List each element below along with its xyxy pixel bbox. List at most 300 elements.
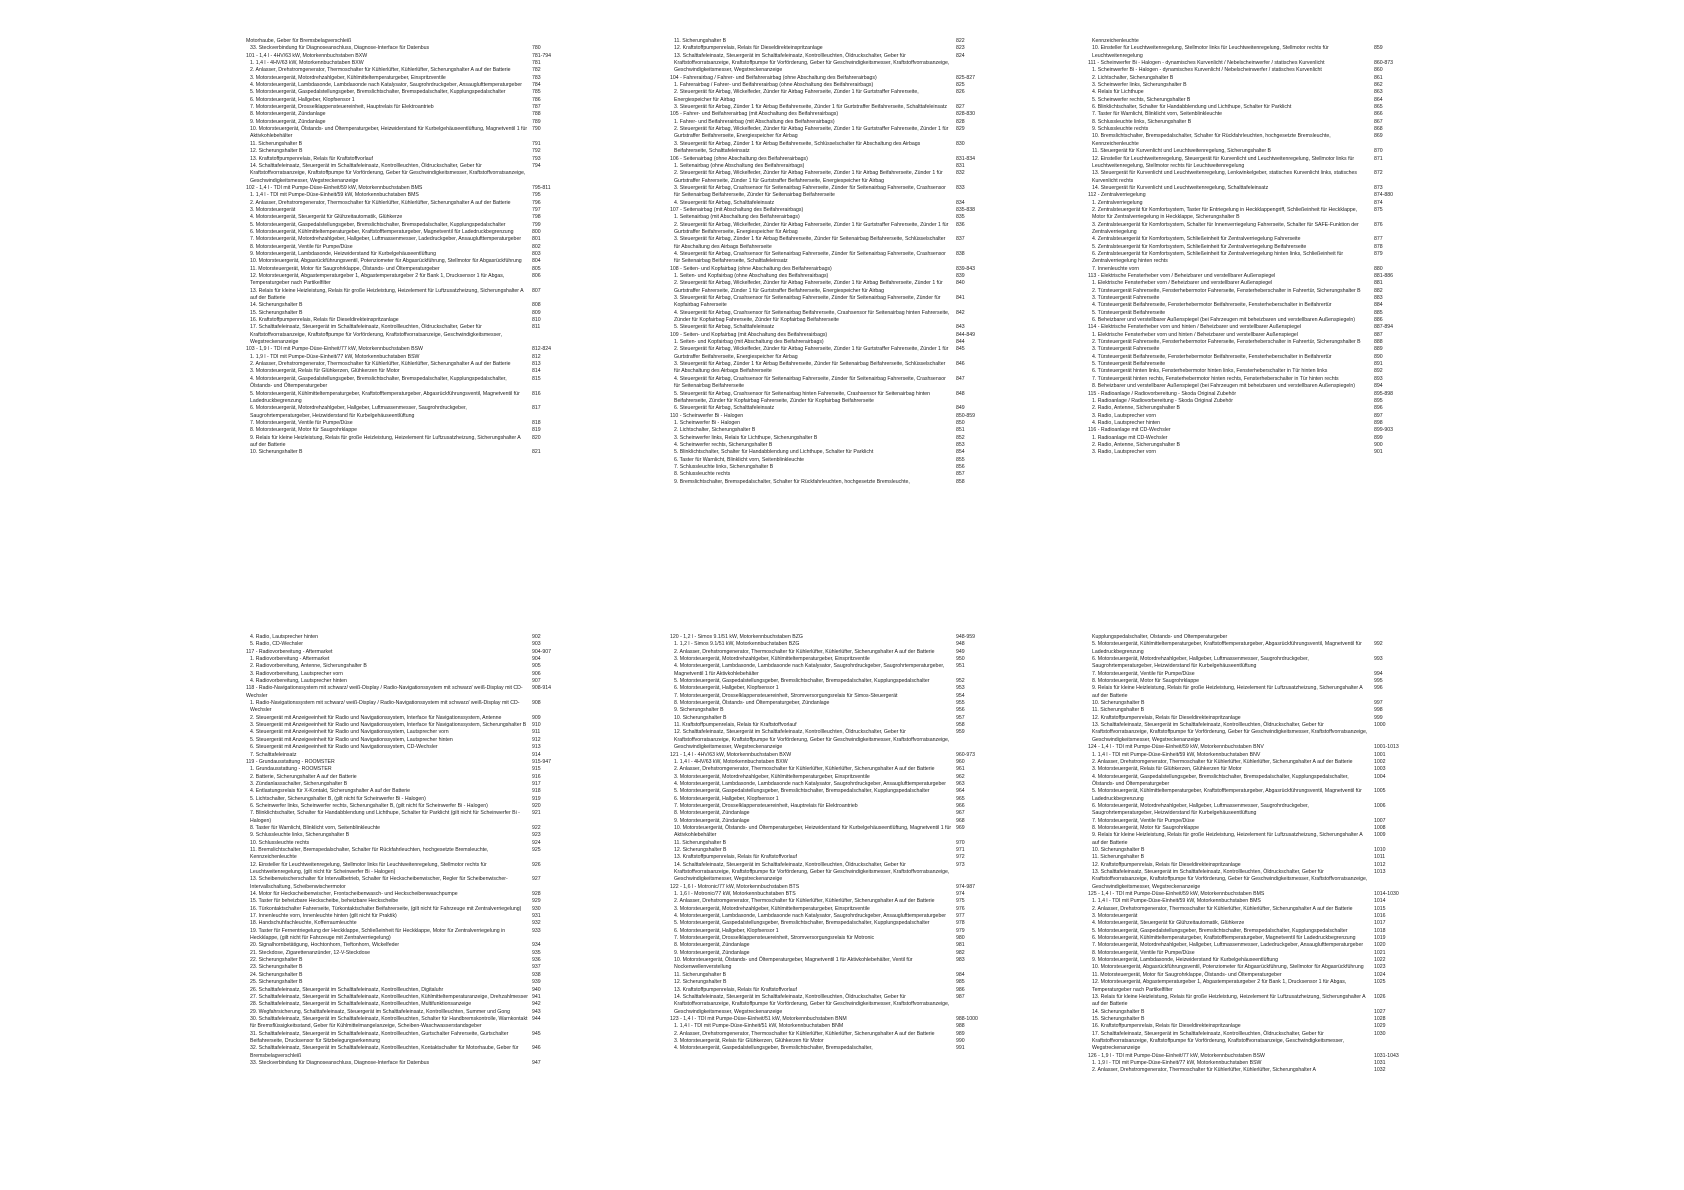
toc-entry	[670, 405, 1006, 412]
toc-entry	[246, 979, 582, 986]
toc-entry-title: 10. Motorsteuergerät, Ölstands- und Öltemperaturgeber, Heizwiderstand für Kurbelgehäuseentlüftung, Magnetventil 1 für Aktivkohlebehälter	[674, 824, 952, 839]
toc-entry	[1088, 950, 1424, 957]
toc-entry	[670, 163, 1006, 170]
toc-page-number: 999	[1374, 714, 1383, 721]
toc-page-number: 1005	[1374, 788, 1386, 795]
toc-entry	[1088, 170, 1424, 185]
toc-entry-title: 17. Schalttafeleinsatz, Steuergerät im Schalttafeleinsatz, Kontrollleuchten, Öldruckschalter, Geber für Kraftstoffvorratsanzeige, Kraftstoffpumpe für Vorförderung, Kraftstoffvorratsanzeige, Geschwindigkeitsmesser, Wegstreckenanzeige	[250, 324, 503, 346]
toc-entry	[1088, 332, 1424, 339]
toc-entry	[1088, 700, 1424, 707]
toc-entry	[246, 67, 582, 74]
toc-entry	[1088, 818, 1424, 825]
toc-entry-title: 10. Sicherungshalter B	[250, 449, 303, 456]
toc-page-number: 895-898	[1374, 390, 1394, 397]
toc-entry-title: 2. Steuergerät für Airbag, Wickelfeder, Zünder für Airbag Fahrerseite, Zünder 1 für Gurtstraffer Fahrerseite, Zünder 1 für Gurtstraffer Beifahrerseite, Energiespeicher für Airbag	[674, 346, 949, 360]
toc-entry-title: 4. Motorsteuergerät, Steuergerät für Glühzeitautomatik, Glühkerze	[1092, 920, 1245, 927]
toc-page-number: 876	[1374, 221, 1383, 228]
toc-page-number: 942	[532, 1001, 541, 1008]
toc-page-number: 919	[532, 795, 541, 802]
toc-page-number: 931	[532, 913, 541, 920]
toc-entry	[246, 156, 582, 163]
toc-page-number: 863	[1374, 89, 1383, 96]
toc-page-number: 962	[956, 773, 965, 780]
toc-entry-title: 3. Motorsteuergerät, Relais für Glühkerzen, Glühkerzen für Motor	[674, 1037, 824, 1044]
toc-entry-title: 10. Motorsteuergerät, Ölstands- und Öltemperaturgeber, Heizwiderstand für Kurbelgehäuseentlüftung, Magnetventil 1 für Aktivkohlebehälter	[250, 126, 528, 140]
toc-entry-title: 3. Radio, Lautsprecher vorn	[1092, 449, 1157, 456]
toc-entry-title: 2. Radio, Antenne, Sicherungshalter B	[1092, 441, 1180, 448]
toc-entry	[1088, 685, 1424, 700]
toc-entry	[246, 876, 582, 891]
toc-entry-title: 4. Motorsteuergerät, Lambdasonde, Lambdasonde nach Katalysator, Saugrohrdruckgeber, Ansauglufttemperaturgeber	[674, 780, 946, 787]
toc-entry	[246, 920, 582, 927]
toc-page-number: 984	[956, 971, 965, 978]
toc-entry-title: 116 - Radioanlage mit CD-Wechsler	[1088, 427, 1171, 434]
toc-entry-title: 3. Steuergerät für Airbag, Zünder 1 für Airbag Beifahrerseite, Zünder für Seitenairbag Beifahrerseite, Schlüsselschalter für Abschaltung des Airbags Beifahrerseite	[674, 236, 946, 250]
toc-entry	[246, 942, 582, 949]
toc-page-number: 848	[956, 390, 965, 397]
toc-page-number: 937	[532, 964, 541, 971]
toc-entry-title: 7. Motorsteuergerät, Drosselklappensteuereinheit, Stromversorgungsrelais für Simos-Steuergerät	[674, 692, 898, 699]
toc-entry-title: 1. 1,2 l - Simos 9.1/51 kW, Motorkennbuchstaben BZG	[674, 641, 800, 648]
toc-entry-title: 4. Entlastungsrelais für X-Kontakt, Sicherungshalter A auf der Batterie	[250, 788, 411, 795]
toc-entry-title: 28. Schalttafeleinsatz, Steuergerät im Schalttafeleinsatz, Kontrollleuchten, Multifunktionsanzeige	[250, 1001, 472, 1008]
toc-page-number: 1007	[1374, 817, 1386, 824]
toc-page-number: 824	[956, 52, 965, 59]
toc-entry	[670, 435, 1006, 442]
toc-entry	[1088, 354, 1424, 361]
toc-section-heading	[1088, 427, 1424, 434]
toc-entry-title: 6. Scheinwerfer links, Scheinwerfer rechts, Sicherungshalter B, (gilt nicht für Scheinwerfer Bi - Halogen)	[250, 802, 488, 809]
toc-entry	[670, 700, 1006, 707]
toc-page-number: 934	[532, 942, 541, 949]
toc-entry	[246, 236, 582, 243]
toc-entry	[1088, 656, 1424, 671]
toc-entry-title: 11. Sicherungshalter B	[674, 38, 727, 44]
toc-entry-title: 11. Steuergerät für Kurvenlicht und Leuchtweitenregelung, Sicherungshalter B	[1092, 148, 1271, 155]
toc-entry	[246, 302, 582, 309]
toc-page-number: 788	[532, 111, 541, 118]
toc-page-number: 904	[532, 656, 541, 663]
toc-page-number: 928	[532, 891, 541, 898]
toc-page-number: 992	[1374, 641, 1383, 648]
toc-page-number: 978	[956, 920, 965, 927]
toc-page-number: 1032	[1374, 1067, 1386, 1074]
toc-entry-title: 101 - 1,4 l - 4HV/63 kW, Motorkennbuchstaben BXW	[246, 52, 368, 59]
toc-entry	[670, 898, 1006, 905]
toc-entry	[1088, 288, 1424, 295]
toc-block-bottom-right	[1088, 634, 1424, 1075]
toc-entry-title: 2. Radio, Antenne, Sicherungshalter B	[1092, 405, 1180, 412]
toc-page-number: 958	[956, 722, 965, 729]
toc-section-heading	[670, 413, 1006, 420]
toc-entry	[246, 641, 582, 648]
toc-entry	[1088, 200, 1424, 207]
toc-entry	[1088, 156, 1424, 171]
toc-entry-title: 5. Motorsteuergerät, Kühlmitteltemperaturgeber, Kraftstofftemperaturgeber, Abgasrückführungsventil, Magnetventil für Ladedruckbegrenzung	[1092, 788, 1362, 802]
toc-entry	[1088, 752, 1424, 759]
toc-entry-title: 13. Kraftstoffpumpenrelais, Relais für Kraftstoffvorlauf	[674, 986, 797, 993]
toc-entry	[670, 222, 1006, 237]
toc-entry-title: 4. Radiovorbereitung, Lautsprecher hinten	[250, 678, 347, 685]
toc-entry-title: 23. Sicherungshalter B	[250, 964, 303, 971]
toc-entry-title: 5. Steuergerät für Airbag, Crashsensor für Seitenairbag hinten Fahrerseite, Crashsensor für Seitenairbag hinten Beifahrerseite, Zünder für Kopfairbag Fahrerseite, Zünder für Kopfairbag Beifahrerseite	[674, 390, 931, 404]
toc-entry-title: 11. Bremslichtschalter, Bremspedalschalter, Schalter für Rückfahrleuchten, hochgesetzte Bremsleuchte, Kennzeichenleuchte	[250, 846, 489, 861]
toc-entry-title: 5. Türsteuergerät Beifahrerseite	[1092, 361, 1166, 368]
toc-entry	[670, 788, 1006, 795]
toc-page-number: 835	[956, 214, 965, 221]
toc-page-number: 879	[1374, 250, 1383, 257]
toc-entry	[670, 339, 1006, 346]
toc-page-number: 806	[532, 273, 541, 279]
toc-page-number: 971	[956, 846, 965, 853]
toc-page-number: 784	[532, 82, 541, 89]
toc-entry	[246, 82, 582, 89]
toc-page-number: 1031	[1374, 1059, 1386, 1066]
toc-entry	[670, 972, 1006, 979]
toc-entry-title: 110 - Scheinwerfer Bi - Halogen	[670, 412, 744, 419]
toc-entry	[670, 89, 1006, 104]
toc-entry-title: 7. Taster für Warnlicht, Blinklicht vorn, Seitenblinkleuchte	[1092, 111, 1223, 118]
toc-section-heading	[670, 332, 1006, 339]
toc-entry-title: 1. 1,4 l - TDI mit Pumpe-Düse-Einheit/59 kW, Motorkennbuchstaben BNV	[1092, 751, 1261, 758]
toc-page-number: 873	[1374, 184, 1383, 191]
toc-entry-title: 13. Schalttafeleinsatz, Steuergerät im Schalttafeleinsatz, Kontrollleuchten, Öldruckschalter, Geber für Kraftstoffvorratsanzeige, Kraftstoffpumpe für Vorförderung, Geber für Geschwindigkeitsmesser, Kraftstoffvorratsanzeige, Geschwindigkeitsmesser, Wegstreckenanzeige	[674, 52, 950, 74]
toc-page-number: 878	[1374, 243, 1383, 250]
toc-entry-title: Kupplungspedalschalter, Ölstands- und Öltemperaturgeber	[1092, 634, 1228, 640]
toc-entry-title: 9. Relais für kleine Heizleistung, Relais für große Heizleistung, Heizelement für Luftzusatzheizung, Sicherungshalter A auf der Batterie	[1092, 685, 1363, 699]
toc-entry	[670, 170, 1006, 185]
toc-entry	[670, 464, 1006, 471]
toc-page-number: 891	[1374, 361, 1383, 368]
toc-entry	[246, 810, 582, 825]
toc-entry-title: 2. Anlasser, Drehstromgenerator, Thermoschalter für Kühlerlüfter, Kühlerlüfter, Sicherungshalter A auf der Batterie	[674, 898, 935, 905]
toc-entry-title: 3. Steuergerät für Airbag, Zünder 1 für Airbag Beifahrerseite, Zünder 1 für Gurtstraffer Beifahrerseite, Schalttafeleinsatz	[674, 104, 947, 111]
toc-entry	[246, 435, 582, 450]
toc-page-number: 851	[956, 427, 965, 434]
toc-page-number: 899	[1374, 434, 1383, 441]
toc-entry-title: 7. Motorsteuergerät, Ventile für Pumpe/Düse	[1092, 817, 1195, 824]
toc-entry	[246, 229, 582, 236]
toc-entry	[246, 354, 582, 361]
toc-page-number: 1021	[1374, 949, 1386, 956]
toc-entry	[246, 788, 582, 795]
toc-entry	[670, 126, 1006, 141]
toc-entry-title: 3. Radiovorbereitung, Lautsprecher vorn	[250, 670, 343, 677]
toc-entry-title: 3. Motorsteuergerät, Motordrehzahlgeber, Kühlmitteltemperaturgeber, Einspritzventile	[674, 656, 870, 663]
toc-page-number: 840	[956, 280, 965, 287]
toc-page-number: 889	[1374, 346, 1383, 353]
toc-entry	[670, 935, 1006, 942]
toc-entry	[246, 663, 582, 670]
toc-entry	[246, 964, 582, 971]
toc-page-number: 913	[532, 744, 541, 751]
toc-entry	[246, 405, 582, 420]
toc-section-heading	[1088, 192, 1424, 199]
toc-page-number: 909	[532, 714, 541, 721]
toc-entry-title: 1. Zentralverriegelung	[1092, 199, 1143, 206]
toc-entry-title: 7. Schalttafeleinsatz	[250, 751, 297, 758]
toc-entry	[1088, 906, 1424, 913]
toc-entry-title: 5. Lichtschalter, Sicherungshalter B, (gilt nicht für Scheinwerfer Bi - Halogen)	[250, 795, 426, 802]
toc-entry-title: 2. Radiovorbereitung, Antenne, Sicherungshalter B	[250, 663, 367, 670]
toc-entry-title: 7. Türsteuergerät hinten rechts, Fensterhebermotor hinten rechts, Fensterheberschalter in Tür hinten rechts	[1092, 375, 1339, 382]
toc-entry-title: 2. Steuergerät für Airbag, Wickelfeder, Zünder für Airbag Fahrerseite, Zünder 1 für Gurtstraffer Fahrerseite, Zünder 1 für Gurtstraffer Beifahrerseite, Energiespeicher für Airbag	[674, 126, 949, 140]
toc-entry-title: 2. Steuergerät für Airbag, Wickelfeder, Zünder für Airbag Fahrerseite, Zünder 1 für Airbag Beifahrerseite, Zünder 1 für Gurtstraffer Fahrerseite, Zünder 1 für Gurtstraffer Beifahrerseite, Energiespeicher für Airbag	[674, 280, 943, 294]
toc-page-number: 825	[956, 82, 965, 89]
toc-entry-title: 9. Schlussleuchte rechts	[1092, 126, 1149, 133]
toc-page-number: 794	[532, 162, 541, 169]
toc-page-number: 961	[956, 766, 965, 773]
toc-entry	[670, 119, 1006, 126]
toc-entry-title: 1. Grundausstattung - ROOMSTER	[250, 766, 332, 773]
toc-entry	[1088, 67, 1424, 74]
toc-entry	[1088, 45, 1424, 60]
toc-entry	[670, 810, 1006, 817]
toc-entry	[246, 273, 582, 288]
toc-block-top-middle	[670, 38, 1006, 486]
toc-entry	[1088, 222, 1424, 237]
toc-entry-title: 115 - Radioanlage / Radiovorbereitung - Skoda Original Zubehör	[1088, 390, 1237, 397]
toc-entry	[670, 987, 1006, 994]
toc-entry-title: 1. Elektrische Fensterheber vorn und hinten / Beheizbarer und verstellbarer Außenspiegel	[1092, 331, 1298, 338]
toc-entry-title: 5. Scheinwerfer rechts, Sicherungshalter B	[1092, 96, 1191, 103]
toc-entry-title: 6. Motorsteuergerät, Kühlmitteltemperaturgeber, Kraftstofftemperaturgeber, Magnetventil für Ladedruckbegrenzung	[1092, 935, 1356, 942]
toc-entry	[670, 649, 1006, 656]
toc-page-number: 803	[532, 250, 541, 257]
toc-page-number: 943	[532, 1008, 541, 1015]
toc-entry-title: 6. Motorsteuergerät, Motordrehzahlgeber, Hallgeber, Luftmassenmesser, Saugrohrdruckgeber, Saugrohrtemperaturgeber, Heizwiderstand für Kurbelgehäuseentlüftung	[250, 405, 467, 419]
toc-page-number: 969	[956, 824, 965, 831]
toc-entry-title: 5. Motorsteuergerät, Kühlmitteltemperaturgeber, Kraftstofftemperaturgeber, Abgasrückführungsventil, Magnetventil für Ladedruckbegrenzung	[250, 390, 520, 404]
toc-page-number: 973	[956, 861, 965, 868]
toc-entry-title: 2. Zentralsteuergerät für Komfortsystem, Taster für Entriegelung in Heckklappengriff, Schließeinheit für Heckklappe, Motor für Zentralverriegelung in Heckklappe, Sicherungshalter B	[1092, 206, 1358, 221]
toc-entry	[1088, 1031, 1424, 1053]
toc-entry-title: 7. Motorsteuergerät, Ventile für Pumpe/Düse	[1092, 670, 1195, 677]
toc-entry	[1088, 185, 1424, 192]
toc-page-number: 1014-1030	[1374, 891, 1399, 898]
toc-page-number: 881-886	[1374, 273, 1394, 279]
toc-entry	[246, 972, 582, 979]
toc-entry	[246, 715, 582, 722]
toc-page-number: 929	[532, 898, 541, 905]
toc-section-heading	[1088, 891, 1424, 898]
toc-entry	[670, 1031, 1006, 1038]
toc-page-number: 853	[956, 441, 965, 448]
toc-entry-title: 3. Motorsteuergerät, Motordrehzahlgeber, Kühlmitteltemperaturgeber, Einspritzventile	[674, 905, 870, 912]
toc-page-number: 925	[532, 846, 541, 853]
toc-entry	[246, 700, 582, 715]
toc-entry	[1088, 104, 1424, 111]
toc-entry	[670, 1023, 1006, 1030]
toc-entry-title: 7. Motorsteuergerät, Ventile für Pumpe/Düse	[250, 419, 353, 426]
toc-page-number: 836	[956, 221, 965, 228]
toc-page-number: 1026	[1374, 993, 1386, 1000]
toc-entry	[670, 920, 1006, 927]
toc-entry	[1088, 1009, 1424, 1016]
toc-entry	[246, 803, 582, 810]
toc-entry-title: 2. Türsteuergerät Fahrerseite, Fensterhebermotor Fahrerseite, Fensterheberschalter in Fahrertür, Sicherungshalter B	[1092, 287, 1361, 294]
toc-entry-title: 29. Wegfahrsicherung, Schalttafeleinsatz, Steuergerät im Schalttafeleinsatz, Kontrollleuchten, Summer und Gong	[250, 1008, 510, 1015]
toc-entry-title: 9. Motorsteuergerät, Zündanlage	[674, 949, 750, 956]
toc-page-number: 829	[956, 126, 965, 133]
toc-page-number: 954	[956, 692, 965, 699]
toc-page-number: 1022	[1374, 957, 1386, 964]
toc-page-number: 1029	[1374, 1023, 1386, 1030]
toc-entry-title: 9. Relais für kleine Heizleistung, Relais für große Heizleistung, Heizelement für Luftzusatzheizung, Sicherungshalter A auf der Batterie	[1092, 832, 1363, 846]
toc-page-number: 880	[1374, 265, 1383, 272]
toc-page-number: 987	[956, 993, 965, 1000]
toc-page-number: 991	[956, 1045, 965, 1052]
toc-entry	[1088, 295, 1424, 302]
toc-section-heading	[670, 156, 1006, 163]
toc-page-number: 936	[532, 957, 541, 964]
toc-page-number: 830	[956, 140, 965, 147]
toc-block-bottom-middle	[670, 634, 1006, 1053]
toc-page-number: 831-834	[956, 155, 976, 162]
toc-entry	[246, 258, 582, 265]
toc-page-number: 948-959	[956, 634, 976, 640]
toc-entry-title: 11. Sicherungshalter B	[1092, 854, 1145, 861]
toc-entry-title: 33. Steckverbindung für Diagnoseanschluss, Diagnose-Interface für Datenbus	[250, 45, 430, 52]
toc-entry	[1088, 957, 1424, 964]
toc-page-number: 882	[1374, 287, 1383, 294]
toc-page-number: 968	[956, 817, 965, 824]
toc-entry	[246, 1031, 582, 1046]
toc-page-number: 1031-1043	[1374, 1052, 1399, 1059]
toc-page-number: 1000	[1374, 722, 1386, 729]
toc-entry	[670, 928, 1006, 935]
toc-entry-title: 1. Fahrer- und Beifahrerairbag (mit Abschaltung des Beifahrerairbags)	[674, 118, 835, 125]
toc-page-number: 826	[956, 89, 965, 96]
toc-section-heading	[1088, 273, 1424, 280]
toc-page-number: 982	[956, 949, 965, 956]
toc-page-number: 963	[956, 780, 965, 787]
toc-page-number: 1024	[1374, 971, 1386, 978]
toc-page-number: 874-880	[1374, 192, 1394, 199]
toc-entry	[246, 891, 582, 898]
toc-entry	[1088, 942, 1424, 949]
toc-page-number: 967	[956, 810, 965, 817]
toc-section-heading	[246, 685, 582, 700]
toc-page-number: 959	[956, 729, 965, 736]
toc-page-number: 965	[956, 795, 965, 802]
toc-entry	[1088, 671, 1424, 678]
toc-page-number: 1003	[1374, 766, 1386, 773]
toc-entry	[1088, 707, 1424, 714]
toc-page-number: 966	[956, 802, 965, 809]
toc-page-number: 1016	[1374, 913, 1386, 920]
toc-entry-title: 3. Radio, Lautsprecher vorn	[1092, 412, 1157, 419]
toc-entry	[246, 678, 582, 685]
toc-page-number: 883	[1374, 295, 1383, 302]
toc-section-heading	[670, 266, 1006, 273]
toc-page-number: 781	[532, 60, 541, 67]
toc-entry-title: 16. Kraftstoffpumpenrelais, Relais für Dieseldirekteinspritzanlage	[1092, 1023, 1241, 1030]
toc-page-number: 888	[1374, 339, 1383, 346]
toc-page-number: 990	[956, 1037, 965, 1044]
toc-entry-title: 5. Motorsteuergerät, Gaspedalstellungsgeber, Bremslichtschalter, Bremspedalschalter, Kupplungspedalschalter	[674, 788, 930, 795]
toc-page-number: 988	[956, 1023, 965, 1030]
toc-page-number: 935	[532, 949, 541, 956]
toc-entry-title: 4. Türsteuergerät Beifahrerseite, Fensterhebermotor Beifahrerseite, Fensterheberschalter in Beifahrertür	[1092, 353, 1332, 360]
toc-entry-title: 1. Radio-Navigationssystem mit schwarz/ weiß-Display / Radio-Navigationssystem mit schwarz/ weiß-Display mit CD-Wechsler	[250, 700, 520, 714]
toc-section-heading	[1088, 1053, 1424, 1060]
toc-entry	[670, 803, 1006, 810]
toc-page-number: 811	[532, 324, 541, 331]
toc-page-number: 905	[532, 663, 541, 670]
toc-entry-title: 3. Motorsteuergerät, Motordrehzahlgeber, Kühlmitteltemperaturgeber, Einspritzventile	[674, 773, 870, 780]
toc-entry	[246, 832, 582, 839]
toc-entry	[1088, 847, 1424, 854]
toc-entry	[246, 310, 582, 317]
toc-entry	[246, 89, 582, 96]
toc-entry-title: 33. Steckverbindung für Diagnoseanschluss, Diagnose-Interface für Datenbus	[250, 1059, 430, 1066]
toc-entry-title: 2. Steuergerät für Airbag, Wickelfeder, Zünder für Airbag Fahrerseite, Zünder 1 für Airbag Beifahrerseite, Zünder 1 für Gurtstraffer Fahrerseite, Zünder 1 für Gurtstraffer Beifahrerseite, Energiespeicher für Airbag	[674, 170, 943, 184]
toc-page-number: 983	[956, 957, 965, 964]
toc-entry	[1088, 368, 1424, 375]
toc-page-number: 1014	[1374, 898, 1386, 905]
toc-page-number: 887	[1374, 331, 1383, 338]
toc-page-number: 953	[956, 685, 965, 692]
toc-page-number: 798	[532, 214, 541, 221]
toc-entry	[670, 346, 1006, 361]
toc-entry-title: 107 - Seitenairbag (mit Abschaltung des Beifahrerairbags)	[670, 206, 804, 213]
toc-entry-title: 8. Motorsteuergerät, Ventile für Pumpe/Düse	[250, 243, 353, 250]
toc-entry-title: 13. Kraftstoffpumpenrelais, Relais für Kraftstoffvorlauf	[674, 854, 797, 861]
toc-entry	[670, 825, 1006, 840]
toc-entry-title: 12. Sicherungshalter B	[674, 979, 727, 986]
toc-entry	[1088, 678, 1424, 685]
toc-entry-title: 3. Motorsteuergerät	[1092, 913, 1138, 920]
toc-page-number: 957	[956, 714, 965, 721]
toc-page-number: 872	[1374, 170, 1383, 177]
toc-page-number: 1010	[1374, 846, 1386, 853]
toc-entry	[246, 222, 582, 229]
toc-page-number: 865	[1374, 104, 1383, 111]
toc-entry-title: 2. Anlasser, Drehstromgenerator, Thermoschalter für Kühlerlüfter, Kühlerlüfter, Sicherungshalter A auf der Batterie	[250, 199, 511, 206]
toc-entry	[246, 251, 582, 258]
toc-entry-title: 7. Schlussleuchte links, Sicherungshalter B	[674, 463, 774, 470]
toc-entry-title: 2. Steuergerät mit Anzeigeeinheit für Radio und Navigationssystem, Interface für Navigationssystem, Antenne	[250, 714, 502, 721]
toc-entry-title: 5. Motorsteuergerät, Gaspedalstellungsgeber, Bremslichtschalter, Bremspedalschalter, Kupplungspedalschalter	[250, 221, 506, 228]
toc-entry-title: 22. Sicherungshalter B	[250, 957, 303, 964]
toc-entry	[1088, 1016, 1424, 1023]
toc-entry	[670, 324, 1006, 331]
toc-entry	[246, 420, 582, 427]
toc-entry-title: 102 - 1,4 l - TDI mit Pumpe-Düse-Einheit/59 kW, Motorkennbuchstaben BMS	[246, 184, 423, 191]
toc-page-number: 854	[956, 449, 965, 456]
toc-page-number: 855	[956, 456, 965, 463]
toc-page-number: 856	[956, 463, 965, 470]
toc-entry-title: 1. Seitenairbag (ohne Abschaltung des Beifahrerairbags)	[674, 162, 805, 169]
toc-entry-title: 10. Bremslichtschalter, Bremspedalschalter, Schalter für Rückfahrleuchten, hochgesetzte Bremsleuchte, Kennzeichenleuchte	[1092, 133, 1331, 147]
toc-entry	[246, 97, 582, 104]
toc-entry	[1088, 1060, 1424, 1067]
toc-page-number: 906	[532, 670, 541, 677]
toc-entry-title: 1. Seiten- und Kopfairbag (ohne Abschaltung des Beifahrerairbags)	[674, 273, 829, 279]
toc-page-number: 795-811	[532, 184, 551, 191]
toc-entry	[670, 862, 1006, 884]
toc-entry-title: 6. Türsteuergerät hinten links, Fensterhebermotor hinten links, Fensterheberschalter in Tür hinten links	[1092, 368, 1328, 375]
toc-entry	[1088, 133, 1424, 148]
toc-entry-title: 1. 1,4 l - 4HV/63 kW, Motorkennbuchstaben BXW	[674, 758, 788, 765]
toc-page-number: 800	[532, 228, 541, 235]
toc-page-number: 839	[956, 273, 965, 279]
toc-block-bottom-left	[246, 634, 582, 1067]
toc-entry	[246, 847, 582, 862]
toc-entry-title: 3. Steuergerät für Airbag, Zünder 1 für Airbag Beifahrerseite, Schlüsselschalter für Abschaltung des Airbags Beifahrerseite, Schalttafeleinsatz	[674, 140, 921, 155]
toc-entry-title: 8. Motorsteuergerät, Ölstands- und Öltemperaturgeber, Zündanlage	[674, 700, 830, 707]
